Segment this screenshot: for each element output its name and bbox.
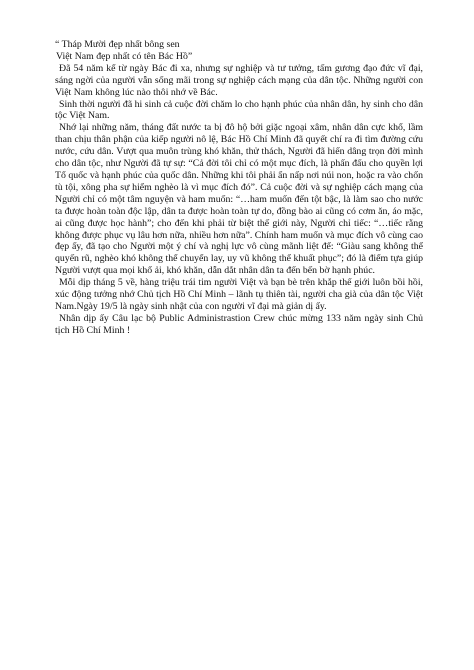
document-body (55, 39, 423, 337)
poem-line-2: Việt Nam đẹp nhất có tên Bác Hồ” (56, 50, 193, 62)
paragraph-1: Đã 54 năm kể từ ngày Bác đi xa, nhưng sự nghiệp và tư tưởng, tấm gương đạo đức vĩ đại, sáng ngời của người vẫn sống mãi trong sự nghiệp cách mạng của dân tộc. Những người con Việt Nam không lúc nào thôi nhớ về Bác. (55, 62, 423, 98)
paragraph-3: Nhớ lại những năm, tháng đất nước ta bị đô hộ bởi giặc ngoại xâm, nhân dân cực khổ, lầm than chịu thân phận của kiếp người nô lệ, Bác Hồ Chí Minh đã quyết chí ra đi tìm đường cứu nước, cứu dân. Vượt qua muôn trùng khó khăn, thử thách, Người đã hiến dâng trọn đời mình cho dân tộc, như Người đã tự sự: “Cả đời tôi chỉ có một mục đích, là phấn đấu cho quyền lợi Tổ quốc và hạnh phúc của quốc dân. Những khi tôi phải ẩn nấp nơi núi non, hoặc ra vào chốn tù tội, xông pha sự hiểm nghèo là vì mục đích đó”. Cả cuộc đời và sự nghiệp cách mạng của Người chỉ có một tâm nguyện và ham muốn: “…ham muốn đến tột bậc, là làm sao cho nước ta được hoàn toàn độc lập, dân ta được hoàn toàn tự do, đồng bào ai cũng có cơm ăn, áo mặc, ai cũng được học hành”; cho đến khi phải từ biệt thế giới này, Người chỉ tiếc: “…tiếc rằng không được phục vụ lâu hơn nữa, nhiều hơn nữa”. Chính ham muốn và mục đích vô cùng cao đẹp ấy, đã tạo cho Người một ý chí và nghị lực vô cùng mãnh liệt để: “Giàu sang không thể quyến rũ, nghèo khó không thể chuyển lay, uy vũ không thể khuất phục”; đó là điểm tựa giúp Người vượt qua mọi khổ ải, khó khăn, dẫn dắt nhân dân ta đến bến bờ hạnh phúc. (55, 122, 423, 277)
poem-line-1: “ Tháp Mười đẹp nhất bông sen (55, 39, 180, 50)
paragraph-4: Mỗi dịp tháng 5 về, hàng triệu trái tim người Việt và bạn bè trên khắp thế giới luôn bồi hồi, xúc động tưởng nhớ Chủ tịch Hồ Chí Minh – lãnh tụ thiên tài, người cha già của dân tộc Việt Nam.Ngày 19/5 là ngày sinh nhật của con người vĩ đại mà giản dị ấy. (55, 277, 423, 312)
paragraph-2: Sinh thời người đã hi sinh cả cuộc đời chăm lo cho hạnh phúc của nhân dân, hy sinh cho dân tộc Việt Nam. (55, 98, 423, 122)
paragraph-5: Nhân dịp ấy Câu lạc bộ Public Administrastion Crew chúc mừng 133 năm ngày sinh Chủ tịch Hồ Chí Minh ! (55, 312, 423, 336)
